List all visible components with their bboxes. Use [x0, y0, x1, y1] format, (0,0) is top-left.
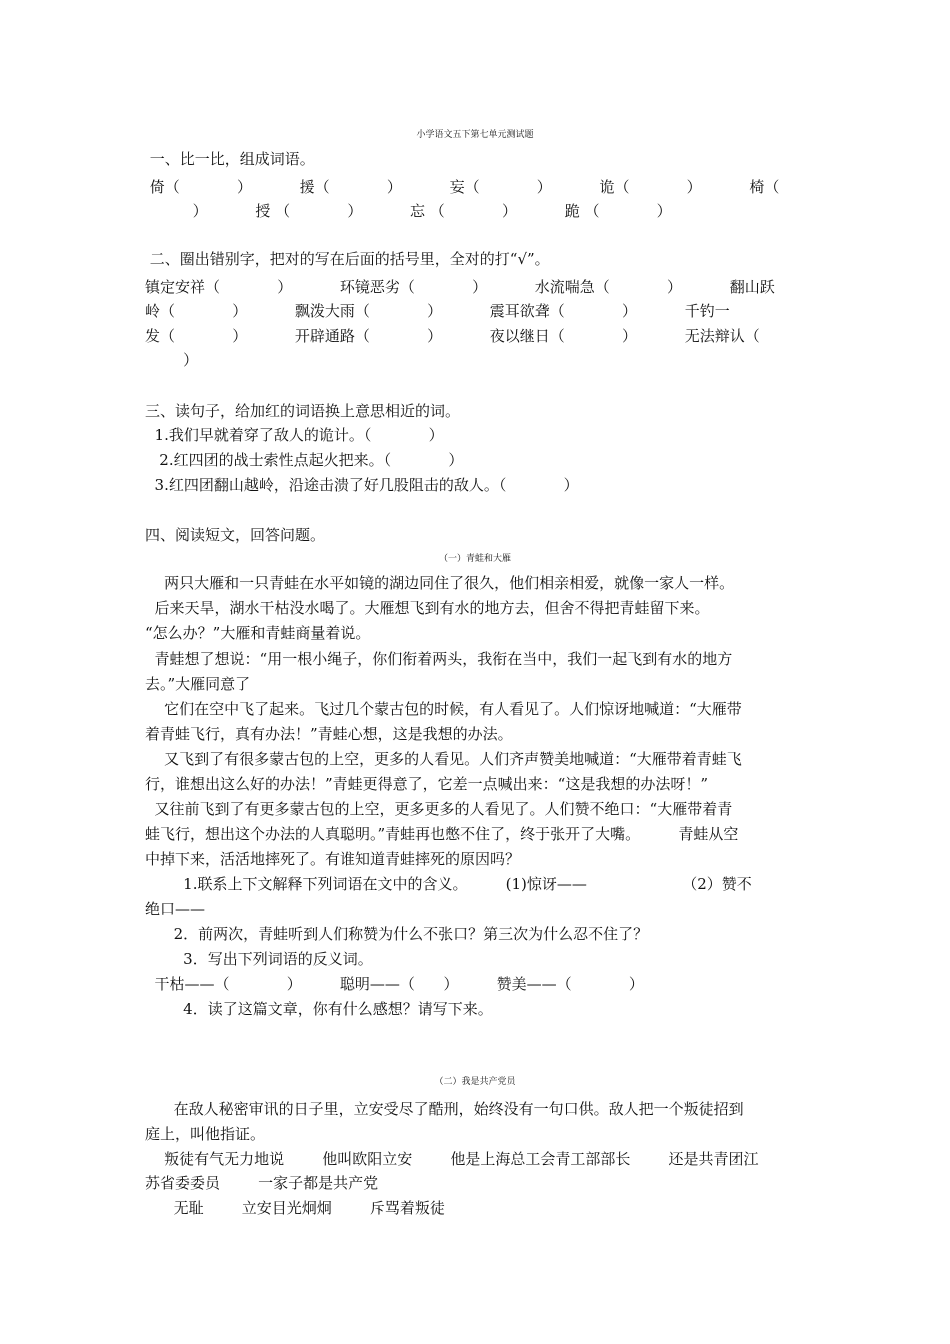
- section2-line: 发（ ） 开辟通路（ ） 夜以继日（ ） 无法辩认（: [145, 327, 760, 345]
- story2-line: 在敌人秘密审讯的日子里，立安受尽了酷刑，始终没有一句口供。敌人把一个叛徒招到: [145, 1100, 744, 1118]
- story2-line: 叛徒有气无力地说 他叫欧阳立安 他是上海总工会青工部部长 还是共青团江: [145, 1150, 759, 1168]
- section3-line: 3.红四团翻山越岭，沿途击溃了好几股阻击的敌人。（ ）: [145, 476, 579, 494]
- question-1: 1.联系上下文解释下列词语在文中的含义。 (1)惊讶—— （2）赞不: [145, 875, 752, 893]
- section1-heading: 一、比一比，组成词语。: [145, 150, 315, 168]
- story1-title: （一）青蛙和大雁: [438, 554, 511, 564]
- story1-line: “怎么办？”大雁和青蛙商量着说。: [145, 624, 371, 642]
- story1-line: 它们在空中飞了起来。飞过几个蒙古包的时候，有人看见了。人们惊讶地喊道：“大雁带: [145, 700, 742, 718]
- section2-line: 岭（ ） 飘泼大雨（ ） 震耳欲聋（ ） 千钓一: [145, 302, 730, 320]
- question-1-cont: 绝口——: [145, 900, 206, 918]
- story1-line: 青蛙想了想说：“用一根小绳子，你们衔着两头，我衔在当中，我们一起飞到有水的地方: [145, 650, 733, 668]
- story2-line: 苏省委委员 一家子都是共产党: [145, 1174, 379, 1192]
- page-title: 小学语文五下第七单元测试题: [416, 130, 534, 140]
- section1-line: 倚（ ） 援（ ） 妄（ ） 诡（ ） 椅（: [145, 178, 780, 196]
- section2-line: ）: [145, 351, 199, 369]
- story1-line: 两只大雁和一只青蛙在水平如镜的湖边同住了很久，他们相亲相爱，就像一家人一样。: [145, 574, 735, 592]
- question-2: 2．前两次，青蛙听到人们称赞为什么不张口？第三次为什么忍不住了？: [145, 925, 649, 943]
- story1-line: 去。”大雁同意了: [145, 675, 251, 693]
- section2-line: 镇定安祥（ ） 环镜恶劣（ ） 水流喘急（ ） 翻山跃: [145, 278, 775, 296]
- story1-line: 蛙飞行，想出这个办法的人真聪明。”青蛙再也憋不住了，终于张开了大嘴。 青蛙从空: [145, 825, 739, 843]
- story1-line: 后来天旱，湖水干枯没水喝了。大雁想飞到有水的地方去，但舍不得把青蛙留下来。: [145, 599, 710, 617]
- story2-line: 庭上，叫他指证。: [145, 1125, 266, 1143]
- story2-line: 无耻 立安目光炯炯 斥骂着叛徒: [145, 1199, 445, 1217]
- section4-heading: 四、阅读短文，回答问题。: [145, 526, 326, 544]
- story1-line: 着青蛙飞行，真有办法！”青蛙心想，这是我想的办法。: [145, 725, 513, 743]
- section2-heading: 二、圈出错别字，把对的写在后面的括号里，全对的打“√”。: [145, 250, 550, 268]
- story2-title: （二）我是共产党员: [434, 1077, 516, 1087]
- story1-line: 行，谁想出这么好的办法！”青蛙更得意了，它差一点喊出来：“这是我想的办法呀！”: [145, 775, 709, 793]
- story1-line: 又往前飞到了有更多蒙古包的上空，更多更多的人看见了。人们赞不绝口：“大雁带着青: [145, 800, 733, 818]
- section3-line: 2.红四团的战士索性点起火把来。（ ）: [145, 451, 464, 469]
- question-4: 4．读了这篇文章，你有什么感想？请写下来。: [145, 1000, 493, 1018]
- story1-line: 中掉下来，活活地摔死了。有谁知道青蛙摔死的原因吗？: [145, 850, 521, 868]
- section3-line: 1.我们早就着穿了敌人的诡计。（ ）: [145, 426, 444, 444]
- story1-line: 又飞到了有很多蒙古包的上空，更多的人看见。人们齐声赞美地喊道：“大雁带着青蛙飞: [145, 750, 742, 768]
- section3-heading: 三、读句子，给加红的词语换上意思相近的词。: [145, 402, 461, 420]
- section1-line: ） 授 （ ） 忘 （ ） 跪 （ ）: [145, 202, 672, 220]
- question-3-answers: 干枯——（ ） 聪明——（ ） 赞美——（ ）: [145, 975, 644, 993]
- question-3: 3．写出下列词语的反义词。: [145, 950, 373, 968]
